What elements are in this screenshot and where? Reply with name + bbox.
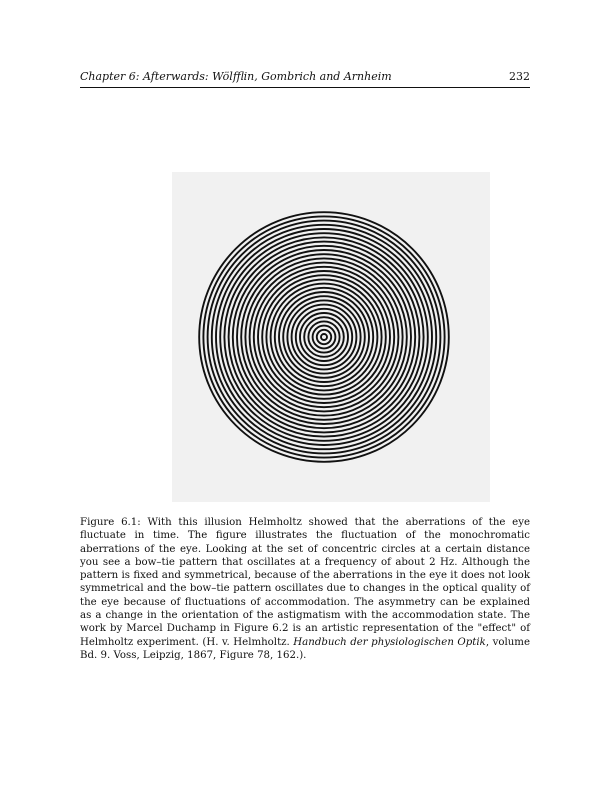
ring: [203, 216, 444, 457]
figure-image: [172, 172, 490, 502]
ring: [292, 305, 357, 370]
caption-text: Figure 6.1: With this illusion Helmholtz showed that the aberrations of the eye fluctuate in time. The figure illustrates the fluctuation of the monochromatic aberrations of the eye. Looking at the set of concentric circles at a certain distance you see a bow–tie pattern that oscillates at a frequency of about 2 Hz. Although the pattern is fixed and symmetrical, because of the aberrations in the eye it does not look symmetrical and the bow–tie pattern oscillates due to changes in the optical quality of the eye because of fluctuations of accommodation. The asymmetry can be explained as a change in the orientation of the astigmatism with the accommodation state. The work by Marcel Duchamp in Figure 6.2 is an artistic representation of the "effect" of Helmholtz experiment. (H. v. Helmholtz.: [80, 517, 530, 648]
caption-book-title: Handbuch der physiologischen Optik: [293, 636, 486, 648]
ring: [262, 275, 386, 399]
caption-reference: , volume Bd. 9. Voss, Leipzig, 1867, Figure 78, 162.).: [80, 636, 530, 661]
ring: [250, 263, 399, 412]
ring: [233, 246, 415, 428]
ring: [287, 300, 360, 373]
page-number: 232: [509, 70, 530, 83]
ring: [275, 288, 373, 386]
chapter-title: Chapter 6: Afterwards: Wölfflin, Gombrich and Arnheim: [80, 70, 392, 83]
running-head: [80, 70, 530, 84]
header-rule: [80, 87, 530, 88]
figure-caption: [80, 516, 530, 662]
ring: [208, 221, 441, 454]
ring: [216, 229, 432, 445]
ring: [317, 330, 331, 344]
ring: [245, 258, 402, 415]
ring: [258, 271, 390, 403]
ring: [304, 317, 344, 357]
ring: [300, 313, 348, 361]
concentric-circles-figure: [172, 172, 490, 502]
ring: [220, 233, 428, 441]
ring: [321, 334, 327, 340]
